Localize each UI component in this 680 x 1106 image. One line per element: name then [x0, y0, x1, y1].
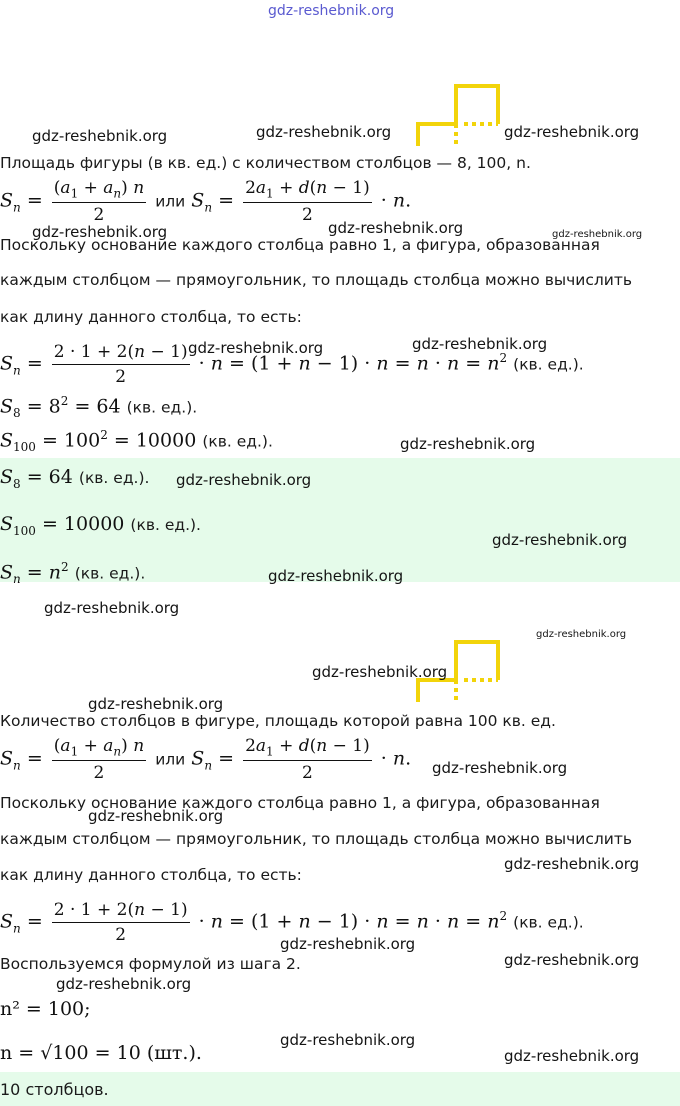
watermark: gdz-reshebnik.org — [504, 1047, 640, 1065]
s8-calc: $S_8 = 8^2 = 64$ (кв. ед.). — [0, 394, 198, 421]
task2-explain-1: Поскольку основание каждого столбца равно 1, а фигура, образованная — [0, 794, 600, 812]
watermark: gdz-reshebnik.org — [32, 127, 168, 145]
watermark: gdz-reshebnik.org — [400, 435, 536, 453]
answer-s100: $S_{100} = 10000$ (кв. ед.). — [0, 513, 201, 538]
watermark: gdz-reshebnik.org — [176, 471, 312, 489]
answer-columns: 10 столбцов. — [0, 1080, 109, 1099]
watermark: gdz-reshebnik.org — [44, 599, 180, 617]
watermark: gdz-reshebnik.org — [280, 1031, 416, 1049]
watermark: gdz-reshebnik.org — [188, 339, 324, 357]
watermark: gdz-reshebnik.org — [552, 229, 643, 240]
answer-sn: $S_n = n^2$ (кв. ед.). — [0, 560, 146, 587]
task1-intro: Площадь фигуры (в кв. ед.) с количеством столбцов — 8, 100, n. — [0, 154, 531, 172]
watermark: gdz-reshebnik.org — [280, 935, 416, 953]
equation-n-root: n = √100 = 10 (шт.). — [0, 1042, 202, 1064]
watermark: gdz-reshebnik.org — [536, 629, 627, 640]
watermark: gdz-reshebnik.org — [504, 123, 640, 141]
task2-explain-3: как длину данного столбца, то есть: — [0, 866, 302, 884]
watermark: gdz-reshebnik.org — [328, 219, 464, 237]
watermark: gdz-reshebnik.org — [88, 695, 224, 713]
step-reference: Воспользуемся формулой из шага 2. — [0, 955, 301, 973]
column-area-formula-2: $S_n$ = $\frac{2 \cdot 1 + 2(n - 1)}{2}$ · $n = (1 + n - 1) \cdot n = n \cdot n = n^2$ (кв. ед.). — [0, 900, 584, 945]
watermark: gdz-reshebnik.org — [432, 759, 568, 777]
task1-explain-1: Поскольку основание каждого столбца равно 1, а фигура, образованная — [0, 236, 600, 254]
watermark: gdz-reshebnik.org — [492, 531, 628, 549]
watermark: gdz-reshebnik.org — [56, 975, 192, 993]
task2-explain-2: каждым столбцом — прямоугольник, то площадь столбца можно вычислить — [0, 830, 632, 848]
watermark: gdz-reshebnik.org — [504, 951, 640, 969]
task1-explain-3: как длину данного столбца, то есть: — [0, 308, 302, 326]
site-header-link[interactable]: gdz-reshebnik.org — [268, 3, 395, 19]
columns-figure-icon — [416, 84, 502, 148]
answer-s8: $S_8 = 64$ (кв. ед.). — [0, 466, 150, 491]
watermark: gdz-reshebnik.org — [256, 123, 392, 141]
sum-formula-2: $S_n$ = $\frac{(a_1 + a_n) n}{2}$ или $S_n$ = $\frac{2a_1 + d(n - 1)}{2}$ · n. — [0, 736, 412, 784]
column-area-formula: $S_n$ = $\frac{2 \cdot 1 + 2(n - 1)}{2}$ · $n = (1 + n - 1) \cdot n = n \cdot n = n^2$ (кв. ед.). — [0, 342, 584, 387]
watermark: gdz-reshebnik.org — [88, 807, 224, 825]
sum-formula: $S_n$ = $\frac{(a_1 + a_n) n}{2}$ или $S_n$ = $\frac{2a_1 + d(n - 1)}{2}$ · n. — [0, 178, 412, 226]
task2-intro: Количество столбцов в фигуре, площадь которой равна 100 кв. ед. — [0, 712, 556, 730]
watermark: gdz-reshebnik.org — [268, 567, 404, 585]
task1-explain-2: каждым столбцом — прямоугольник, то площадь столбца можно вычислить — [0, 271, 632, 289]
watermark: gdz-reshebnik.org — [412, 335, 548, 353]
watermark: gdz-reshebnik.org — [312, 663, 448, 681]
equation-n-squared: n² = 100; — [0, 998, 91, 1020]
s100-calc: $S_{100} = 100^2 = 10000$ (кв. ед.). — [0, 428, 273, 455]
watermark: gdz-reshebnik.org — [504, 855, 640, 873]
watermark: gdz-reshebnik.org — [32, 223, 168, 241]
